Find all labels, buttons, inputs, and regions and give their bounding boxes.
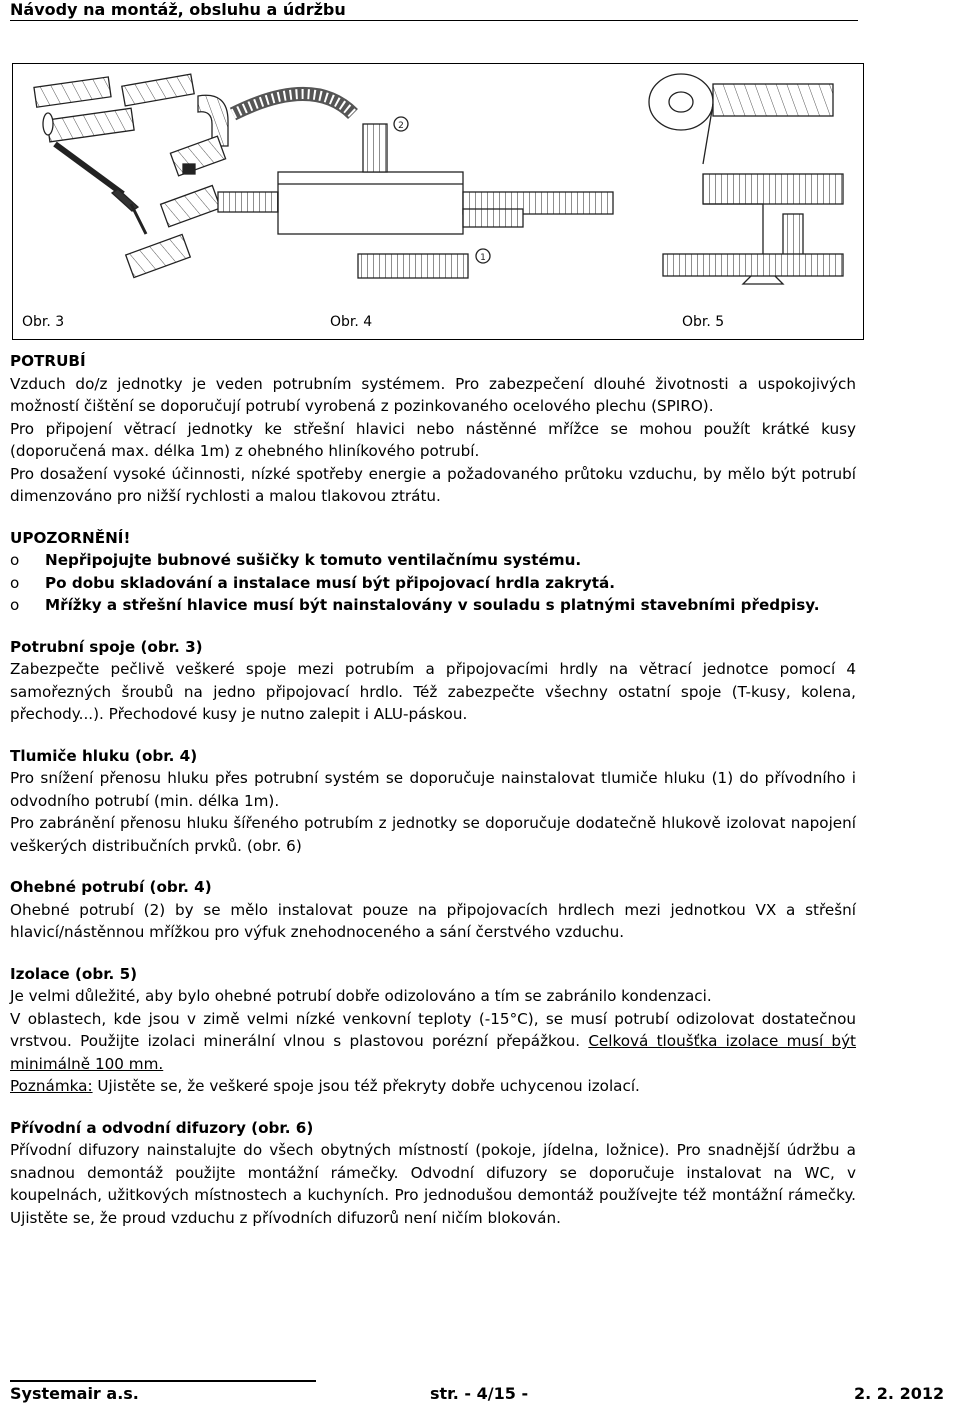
note-label: Poznámka:	[10, 1077, 93, 1095]
section-title-difuzory: Přívodní a odvodní difuzory (obr. 6)	[10, 1118, 314, 1137]
figure-3-drawing	[34, 74, 228, 277]
paragraph: Pro připojení větrací jednotky ke střešní hlavici nebo nástěnné mřížce se mohou použít krátké kusy (doporučená max. délka 1m) z ohebného hliníkového potrubí.	[10, 419, 856, 460]
caption-obr-4: Obr. 4	[330, 314, 373, 330]
footer-divider	[10, 1380, 316, 1382]
header-divider	[10, 20, 858, 21]
footer-company: Systemair a.s.	[10, 1384, 139, 1403]
paragraph: Zabezpečte pečlivě veškeré spoje mezi potrubím a připojovacími hrdly na větrací jednotce pomocí 4 samořezných šroubů na jedno připojovací hrdlo. Též zabezpečte všechny ostatní spoje (T-kusy, kolena, přechody...). Přechodové kusy je nutno zalepit i ALU-páskou.	[10, 660, 856, 723]
paragraph: Pro dosažení vysoké účinnosti, nízké spotřeby energie a požadovaného průtoku vzduchu, by mělo být potrubí dimenzováno pro nižší rychlosti a malou tlakovou ztrátu.	[10, 464, 856, 505]
figure-4-drawing	[218, 94, 613, 278]
warning-item: o Po dobu skladování a instalace musí být připojovací hrdla zakrytá.	[10, 572, 856, 595]
figure-5-drawing	[649, 74, 843, 284]
section-title-spoje: Potrubní spoje (obr. 3)	[10, 637, 203, 656]
warning-title: UPOZORNĚNÍ!	[10, 528, 131, 547]
paragraph: Přívodní difuzory nainstalujte do všech obytných místností (pokoje, jídelna, ložnice). Pro snadnější údržbu a snadnou demontáž použijte montážní rámečky. Odvodní difuzory se doporučuje instalovat na WC, v koupelnách, užitkových místnostech a kuchyních. Pro jednodušou demontáž používejte též montážní rámečky. Ujistěte se, že proud vzduchu z přívodních difuzorů není ničím blokován.	[10, 1141, 856, 1227]
figure-illustrations	[13, 64, 863, 339]
section-title-izolace: Izolace (obr. 5)	[10, 964, 138, 983]
section-title-ohebne: Ohebné potrubí (obr. 4)	[10, 878, 212, 896]
paragraph: V oblastech, kde jsou v zimě velmi nízké venkovní teploty (-15°C), se musí potrubí odizolovat dostatečnou vrstvou. Použijte izolaci minerální vlnou s plastovou porézní přepážkou. Celková tloušťka izolace musí být minimálně 100 mm.	[10, 1009, 857, 1073]
bullet-icon: o	[10, 596, 20, 614]
section-title-tlumice: Tlumiče hluku (obr. 4)	[10, 746, 198, 765]
warning-item: o Nepřipojujte bubnové sušičky k tomuto ventilačnímu systému.	[10, 549, 856, 572]
paragraph: Pro zabránění přenosu hluku šířeného potrubím z jednotky se doporučuje dodatečně hlukově izolovat napojení veškerých distribučních prvků. (obr. 6)	[10, 814, 856, 855]
document-body	[10, 350, 856, 1229]
bullet-icon: o	[10, 551, 20, 569]
footer-date: 2. 2. 2012	[854, 1384, 945, 1403]
warning-list	[10, 549, 856, 617]
note: Poznámka: Ujistěte se, že veškeré spoje jsou též překryty dobře uchycenou izolací.	[10, 1077, 640, 1095]
section-title-potrubi: POTRUBÍ	[10, 352, 86, 370]
warning-item: o Mřížky a střešní hlavice musí být nainstalovány v souladu s platnými stavebními předpisy.	[10, 594, 856, 617]
footer-page-number: str. - 4/15 -	[430, 1384, 529, 1403]
caption-obr-3: Obr. 3	[22, 314, 65, 330]
underlined-requirement: Celková tloušťka izolace musí být minimálně 100 mm.	[10, 1032, 857, 1073]
caption-obr-5: Obr. 5	[682, 314, 725, 330]
paragraph: Ohebné potrubí (2) by se mělo instalovat pouze na připojovacích hrdlech mezi jednotkou VX a střešní hlavicí/nástěnnou mřížkou pro výfuk znehodnoceného a sání čerstvého vzduchu.	[10, 900, 856, 941]
paragraph: Pro snížení přenosu hluku přes potrubní systém se doporučuje nainstalovat tlumiče hluku (1) do přívodního i odvodního potrubí (min. délka 1m).	[10, 769, 856, 810]
callout-2: 2	[398, 121, 404, 131]
page-header-title: Návody na montáž, obsluhu a údržbu	[10, 0, 346, 19]
callout-1: 1	[480, 253, 486, 263]
paragraph: Vzduch do/z jednotky je veden potrubním systémem. Pro zabezpečení dlouhé životnosti a uspokojivých možností čištění se doporučují potrubí vyrobená z pozinkovaného ocelového plechu (SPIRO).	[10, 374, 856, 415]
figure-box	[12, 63, 864, 340]
paragraph: Je velmi důležité, aby bylo ohebné potrubí dobře odizolováno a tím se zabránilo kondenzaci.	[10, 987, 712, 1005]
bullet-icon: o	[10, 573, 20, 592]
